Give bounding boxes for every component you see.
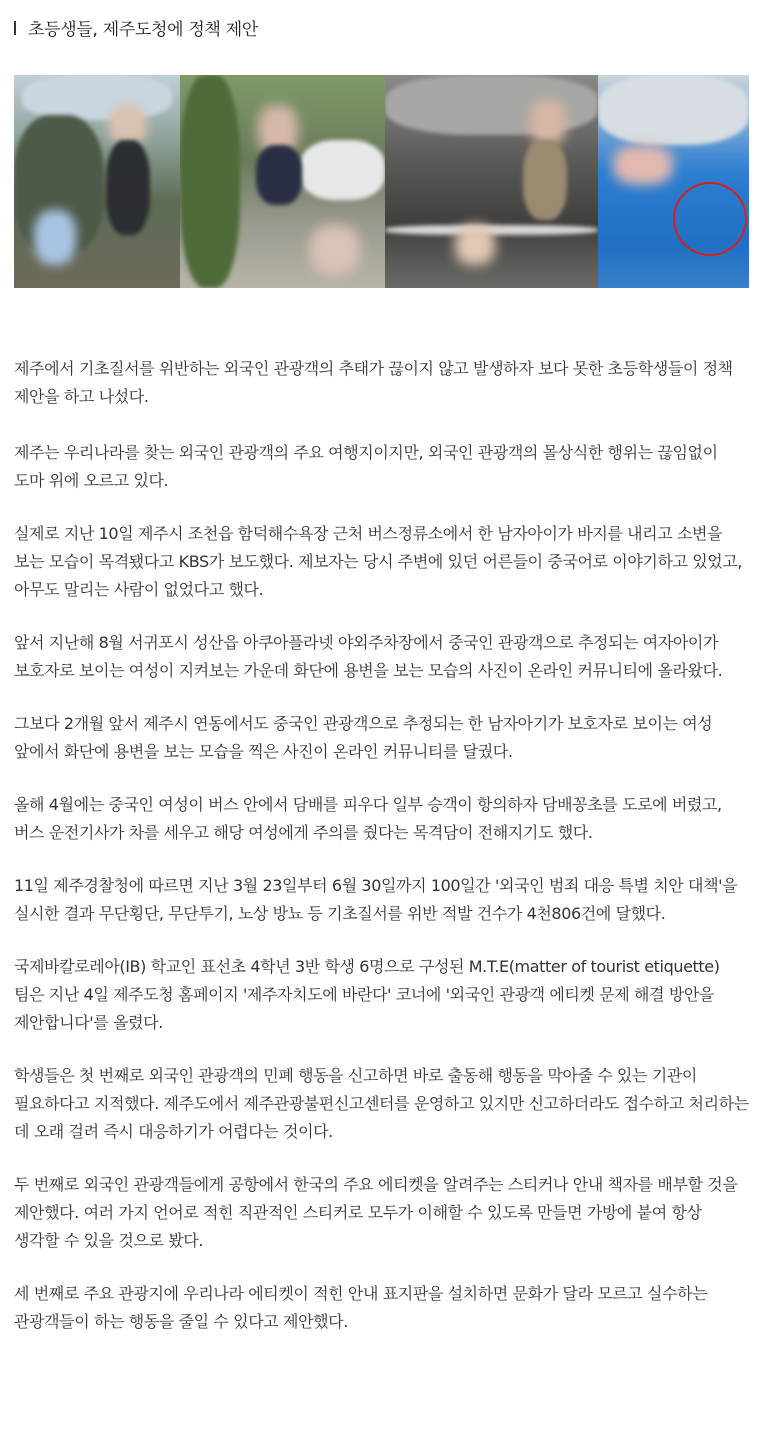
article-paragraph: 11일 제주경찰청에 따르면 지난 3월 23일부터 6월 30일까지 100일간 '외국인 범죄 대응 특별 치안 대책'을 실시한 결과 무단횡단, 무단투기, 노상 방뇨 등 기초질서를 위반 적발 건수가 4천806건에 달했다. (14, 876, 738, 923)
photo-street-crossing (385, 75, 598, 288)
article-body (14, 355, 750, 1361)
photo-parking-lot (180, 75, 385, 288)
article-paragraph: 제주에서 기초질서를 위반하는 외국인 관광객의 추태가 끊이지 않고 발생하자 보다 못한 초등학생들이 정책 제안을 하고 나섰다. (14, 359, 733, 406)
photo-bus-interior (598, 75, 749, 288)
article-paragraph: 학생들은 첫 번째로 외국인 관광객의 민폐 행동을 신고하면 바로 출동해 행동을 막아줄 수 있는 기관이 필요하다고 지적했다. 제주도에서 제주관광불편신고센터를 운영하고 있지만 신고하더라도 접수하고 처리하는 데 오래 걸려 즉시 대응하기가 어렵다는 것이다. (14, 1066, 749, 1141)
subheading-text: 초등생들, 제주도청에 정책 제안 (28, 19, 259, 40)
article-paragraph: 세 번째로 주요 관광지에 우리나라 에티켓이 적힌 안내 표지판을 설치하면 문화가 달라 모르고 실수하는 관광객들이 하는 행동을 줄일 수 있다고 제안했다. (14, 1284, 708, 1331)
article-paragraph: 그보다 2개월 앞서 제주시 연동에서도 중국인 관광객으로 추정되는 한 남자아기가 보호자로 보이는 여성 앞에서 화단에 용변을 보는 모습을 찍은 사진이 온라인 커뮤니티를 달궜다. (14, 714, 713, 761)
red-circle-highlight (673, 182, 747, 256)
photo-bus-stop (14, 75, 180, 288)
article-paragraph: 앞서 지난해 8월 서귀포시 성산읍 아쿠아플라넷 야외주차장에서 중국인 관광객으로 추정되는 여자아이가 보호자로 보이는 여성이 지켜보는 가운데 화단에 용변을 보는 모습의 사진이 온라인 커뮤니티에 올라왔다. (14, 633, 723, 680)
article-paragraph: 올해 4월에는 중국인 여성이 버스 안에서 담배를 피우다 일부 승객이 항의하자 담배꽁초를 도로에 버렸고, 버스 운전기사가 차를 세우고 해당 여성에게 주의를 줬다는 목격담이 전해지기도 했다. (14, 795, 722, 842)
article-paragraph: 제주는 우리나라를 찾는 외국인 관광객의 주요 여행지이지만, 외국인 관광객의 몰상식한 행위는 끊임없이 도마 위에 오르고 있다. (14, 443, 718, 490)
article-paragraph: 두 번째로 외국인 관광객들에게 공항에서 한국의 주요 에티켓을 알려주는 스티커나 안내 책자를 배부할 것을 제안했다. 여러 가지 언어로 적힌 직관적인 스티커로 모두가 이해할 수 있도록 만들면 가방에 붙여 항상 생각할 수 있을 것으로 봤다. (14, 1175, 738, 1250)
news-photo-collage (14, 75, 749, 288)
article-paragraph: 실제로 지난 10일 제주시 조천읍 함덕해수욕장 근처 버스정류소에서 한 남자아이가 바지를 내리고 소변을 보는 모습이 목격됐다고 KBS가 보도했다. 제보자는 당시 주변에 있던 어른들이 중국어로 이야기하고 있었고, 아무도 말리는 사람이 없었다고 했다. (14, 524, 743, 599)
heading-bar-marker (14, 21, 16, 35)
article-paragraph: 국제바칼로레아(IB) 학교인 표선초 4학년 3반 학생 6명으로 구성된 M.T.E(matter of tourist etiquette) 팀은 지난 4일 제주도청 홈페이지 '제주자치도에 바란다' 코너에 '외국인 관광객 에티켓 문제 해결 방안을 제안합니다'를 올렸다. (14, 957, 720, 1032)
article-subheading (14, 14, 258, 40)
